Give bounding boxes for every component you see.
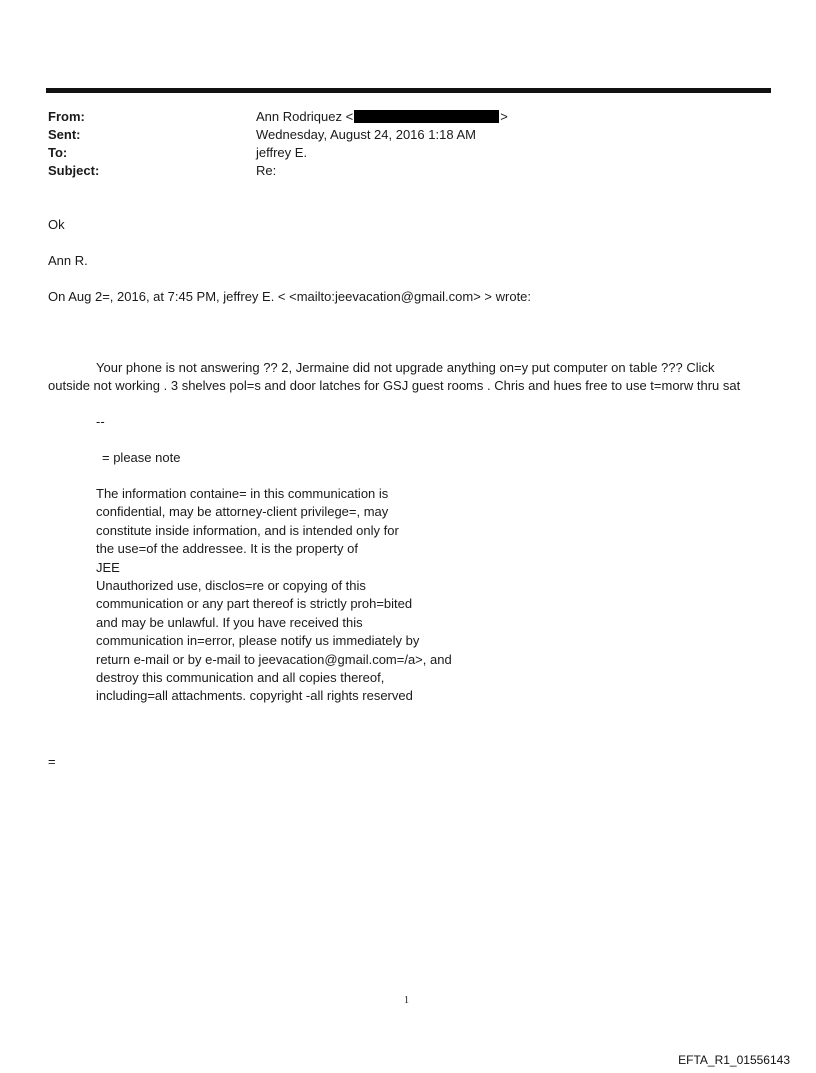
to-row (48, 144, 508, 162)
from-suffix: > (500, 109, 508, 124)
disclaimer-block (96, 485, 452, 706)
please-note: = please note (102, 450, 181, 465)
email-header (48, 108, 508, 180)
subject-value: Re: (256, 163, 277, 178)
sent-label: Sent: (48, 127, 81, 142)
sent-value: Wednesday, August 24, 2016 1:18 AM (256, 127, 476, 142)
disclaimer-line: JEE (96, 559, 120, 575)
signature-separator: -- (96, 414, 105, 429)
disclaimer-line: communication in=error, please notify us immediately by (96, 633, 420, 649)
sent-row (48, 126, 508, 144)
document-id: EFTA_R1_01556143 (678, 1053, 790, 1067)
from-row (48, 108, 508, 126)
subject-label: Subject: (48, 163, 100, 178)
to-label: To: (48, 145, 68, 160)
disclaimer-line: including=all attachments. copyright -all rights reserved (96, 688, 413, 704)
from-label: From: (48, 109, 85, 124)
disclaimer-line: constitute inside information, and is intended only for (96, 522, 399, 538)
header-divider (46, 88, 771, 93)
disclaimer-line: return e-mail or by e-mail to jeevacation@gmail.com=/a>, and (96, 651, 452, 667)
quote-header: On Aug 2=, 2016, at 7:45 PM, jeffrey E. < <mailto:jeevacation@gmail.com> > wrote: (48, 289, 532, 304)
disclaimer-line: communication or any part thereof is strictly proh=bited (96, 596, 413, 612)
trailing-char: = (48, 754, 56, 769)
signature: Ann R. (48, 253, 88, 268)
disclaimer-line: confidential, may be attorney-client privilege=, may (96, 504, 389, 520)
from-name: Ann Rodriquez < (256, 109, 354, 124)
disclaimer-line: and may be unlawful. If you have received this (96, 614, 363, 630)
disclaimer-line: The information containe= in this communication is (96, 486, 389, 501)
subject-row (48, 162, 508, 180)
reply-text: Ok (48, 217, 65, 232)
message-line: outside not working . 3 shelves pol=s and door latches for GSJ guest rooms . Chris and hues free to use t=morw thru sat (48, 378, 741, 393)
disclaimer-line: destroy this communication and all copies thereof, (96, 670, 385, 686)
message-line: Your phone is not answering ?? 2, Jermaine did not upgrade anything on=y put computer on table ??? Click (96, 360, 715, 375)
page-number: 1 (404, 995, 409, 1006)
disclaimer-line: the use=of the addressee. It is the property of (96, 541, 358, 557)
disclaimer-line: Unauthorized use, disclos=re or copying of this (96, 578, 366, 594)
redaction-box (354, 110, 499, 123)
from-value (256, 108, 508, 126)
to-value: jeffrey E. (256, 145, 308, 160)
